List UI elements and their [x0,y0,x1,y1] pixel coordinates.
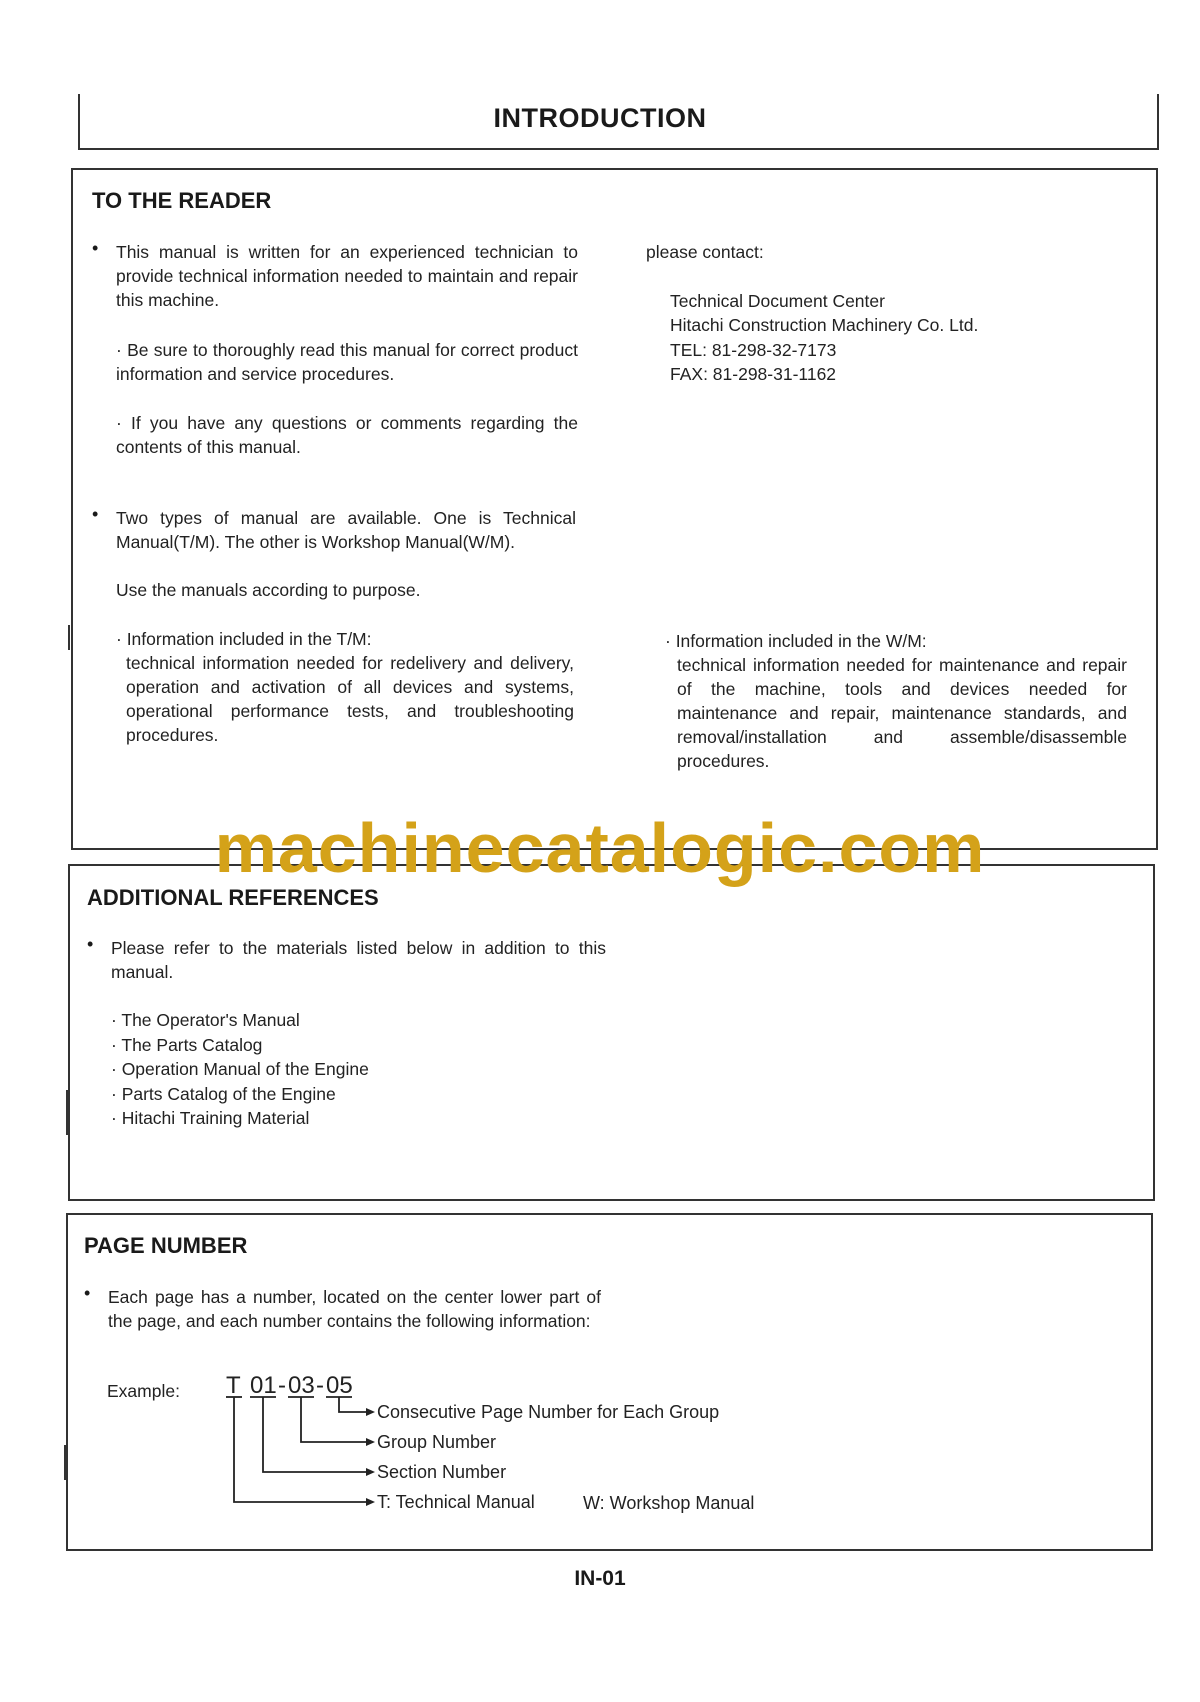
arrow-icon [366,1438,375,1446]
bullet-icon: • [87,934,94,954]
reader-sub-note-2: · If you have any questions or comments regarding the contents of this manual. [116,413,578,457]
arrow-icon [366,1498,375,1506]
watermark-text: machinecatalogic.com [214,809,986,887]
code-group: 03 [288,1372,315,1399]
scan-edge-mark [68,625,70,650]
reference-item: · Operation Manual of the Engine [111,1059,369,1079]
wm-label: · Information included in the W/M: [665,631,927,651]
code-t: T [226,1372,241,1399]
reference-item: · Hitachi Training Material [111,1108,310,1128]
example-label: Example: [107,1381,180,1401]
section-heading: PAGE NUMBER [84,1233,248,1258]
legend-page: Consecutive Page Number for Each Group [377,1402,720,1422]
page-number-bullet: Each page has a number, located on the center lower part of the page, and each number contains the following information: [108,1287,601,1331]
legend-workshop: W: Workshop Manual [583,1493,755,1513]
reader-bullet-2: Two types of manual are available. One is Technical Manual(T/M). The other is Workshop Manual(W/M). [116,508,576,552]
section-heading: TO THE READER [92,188,272,213]
reader-bullet-1: This manual is written for an experienced technician to provide technical information needed to maintain and repair this machine. [116,242,578,310]
code-page: 05 [326,1372,353,1399]
additional-bullet: Please refer to the materials listed below in addition to this manual. [111,938,606,982]
reference-item: · The Parts Catalog [111,1035,263,1055]
page-title: INTRODUCTION [493,103,707,133]
contact-intro: please contact: [646,242,764,262]
connector-section [263,1397,366,1472]
code-dash: - [316,1372,324,1399]
reference-item: · The Operator's Manual [111,1010,300,1030]
legend-type: T: Technical Manual [377,1492,535,1512]
connector-page [339,1397,366,1412]
wm-description: technical information needed for maintenance and repair of the machine, tools and devices needed for maintenance and repair, maintenance standards, and removal/installation and assemble/disassemble procedures. [677,655,1127,771]
contact-line: FAX: 81-298-31-1162 [670,364,837,384]
contact-line: Technical Document Center [670,291,885,311]
contact-line: TEL: 81-298-32-7173 [670,340,837,360]
reference-item: · Parts Catalog of the Engine [111,1084,336,1104]
reader-sub-note-1: · Be sure to thoroughly read this manual for correct product information and service procedures. [116,340,578,384]
contact-line: Hitachi Construction Machinery Co. Ltd. [670,315,979,335]
tm-label: · Information included in the T/M: [116,629,372,649]
arrow-icon [366,1408,375,1416]
code-dash: - [278,1372,286,1399]
page-number: IN-01 [574,1567,626,1590]
legend-group: Group Number [377,1432,497,1452]
code-section: 01 [250,1372,277,1399]
tm-description: technical information needed for redelivery and delivery, operation and activation of all devices and systems, operational performance tests, and troubleshooting procedures. [126,653,574,745]
legend-section: Section Number [377,1462,507,1482]
bullet-icon: • [92,504,99,524]
section-heading: ADDITIONAL REFERENCES [87,885,379,910]
arrow-icon [366,1468,375,1476]
bullet-icon: • [92,238,99,258]
bullet-icon: • [84,1283,91,1303]
connector-group [301,1397,366,1442]
reader-bullet-2-line: Use the manuals according to purpose. [116,580,421,600]
page-number-diagram [200,1355,800,1545]
